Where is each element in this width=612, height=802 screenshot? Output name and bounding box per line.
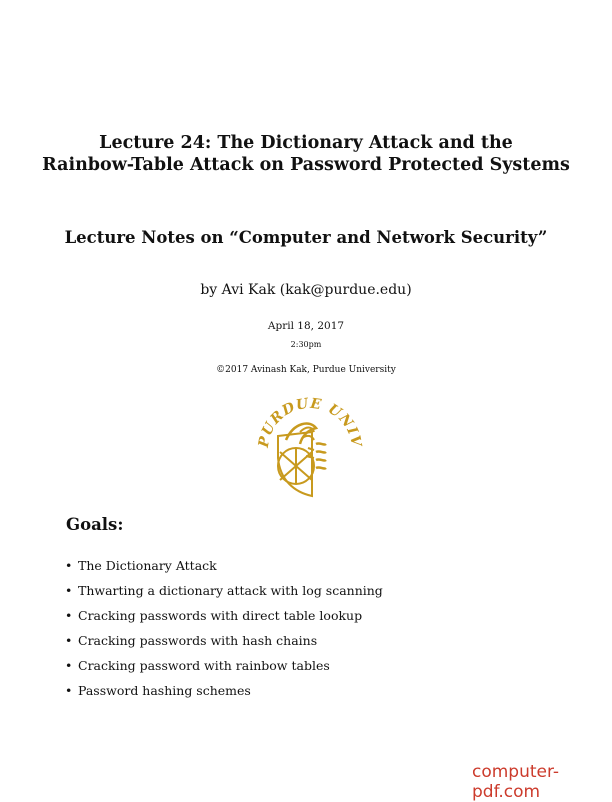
title-line-2: Rainbow-Table Attack on Password Protected Systems bbox=[42, 155, 570, 175]
time-line: 2:30pm bbox=[290, 340, 322, 349]
bullet-icon: • bbox=[65, 633, 73, 648]
bullet-icon: • bbox=[65, 608, 73, 623]
bullet-icon: • bbox=[65, 658, 73, 673]
goal-item: • Thwarting a dictionary attack with log scanning bbox=[65, 581, 383, 606]
bullet-icon: • bbox=[65, 683, 73, 698]
goal-item: • Password hashing schemes bbox=[65, 681, 383, 706]
bullet-icon: • bbox=[65, 583, 73, 598]
purdue-seal-logo bbox=[256, 392, 364, 500]
goals-heading: Goals: bbox=[66, 515, 124, 534]
lecture-notes-subtitle: Lecture Notes on “Computer and Network Security” bbox=[64, 228, 548, 247]
purdue-seal-icon bbox=[256, 392, 364, 500]
svg-text:PURDUE UNIVERSITY bbox=[256, 392, 364, 450]
author-line: by Avi Kak (kak@purdue.edu) bbox=[200, 282, 412, 298]
bullet-icon: • bbox=[65, 558, 73, 573]
watermark-link[interactable]: computer-pdf.com bbox=[472, 762, 560, 802]
seal-text: PURDUE UNIV bbox=[256, 395, 364, 449]
date-line: April 18, 2017 bbox=[267, 320, 345, 332]
title-line-1: Lecture 24: The Dictionary Attack and the bbox=[99, 133, 513, 153]
goal-item: • Cracking password with rainbow tables bbox=[65, 656, 383, 681]
goals-list bbox=[65, 556, 383, 706]
goal-item: • Cracking passwords with hash chains bbox=[65, 631, 383, 656]
copyright-line: ©2017 Avinash Kak, Purdue University bbox=[216, 365, 396, 375]
goal-item: • The Dictionary Attack bbox=[65, 556, 383, 581]
goal-item: • Cracking passwords with direct table lookup bbox=[65, 606, 383, 631]
